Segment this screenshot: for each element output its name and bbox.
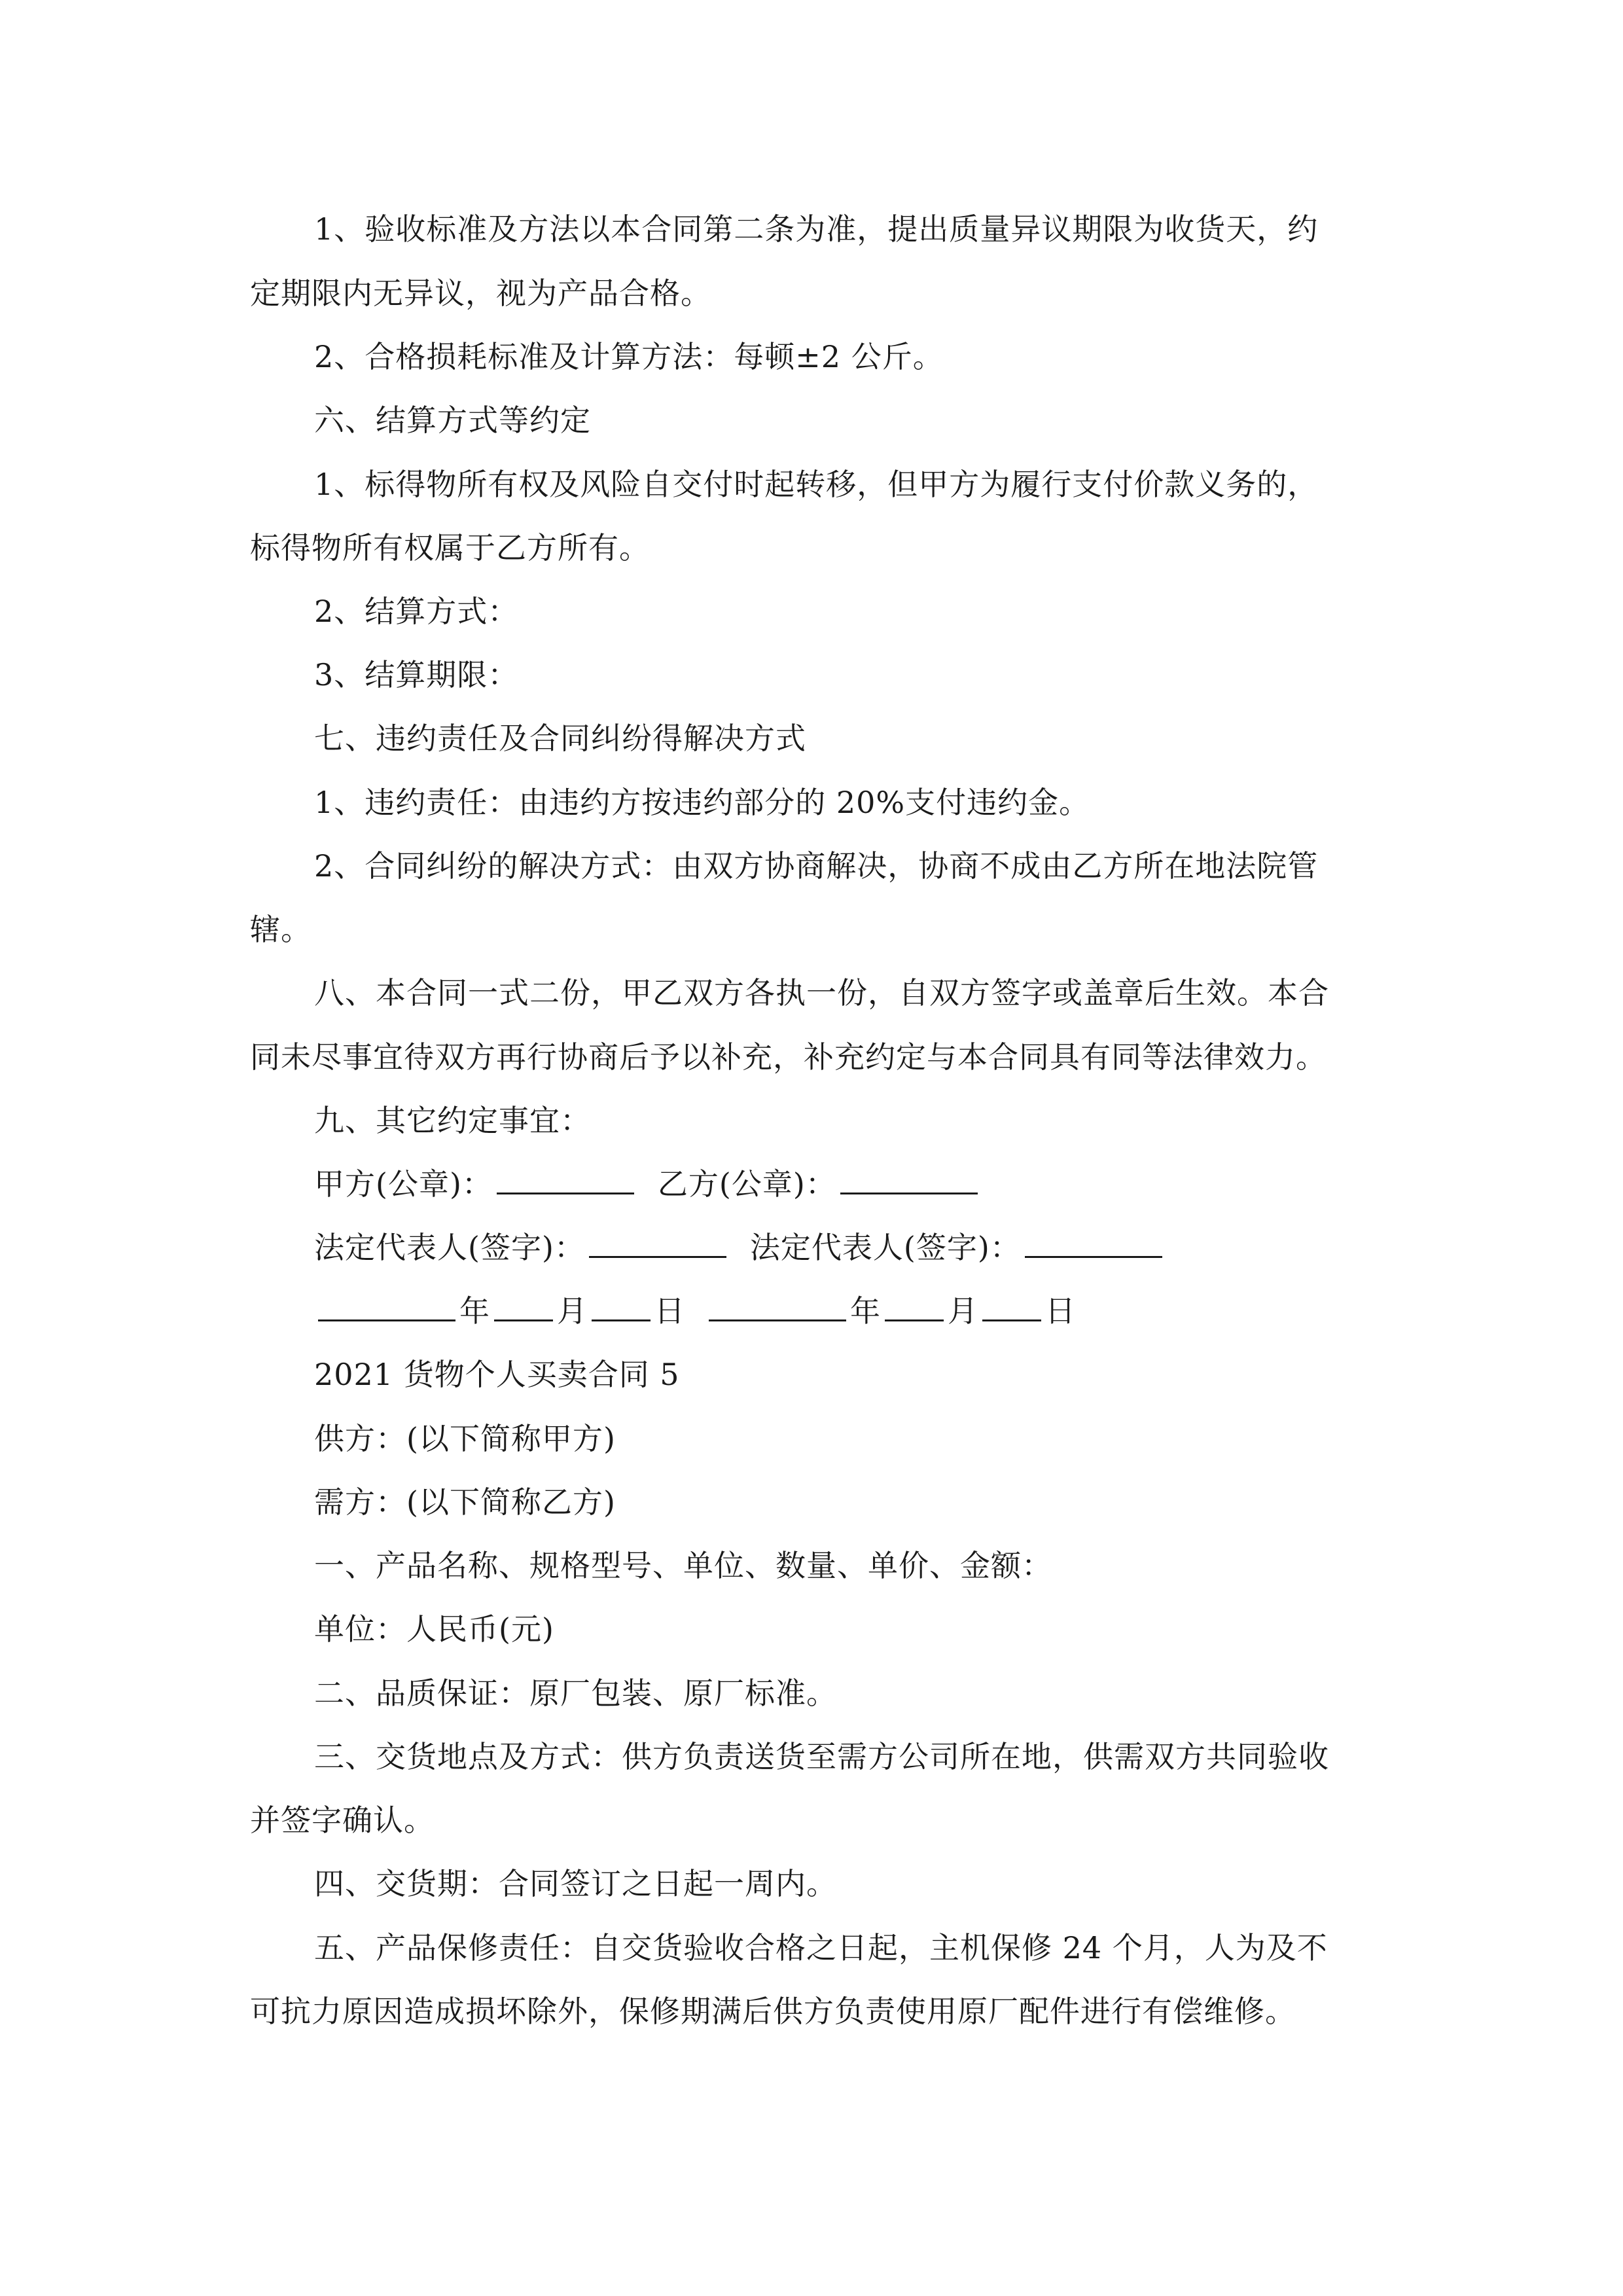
paragraph-line: 二、品质保证：原厂包装、原厂标准。 xyxy=(314,1676,837,1711)
paragraph-line: 2、合格损耗标准及计算方法：每顿±2 公斤。 xyxy=(314,339,944,374)
paragraph-line: 四、交货期：合同签订之日起一周内。 xyxy=(314,1866,837,1901)
seal-line xyxy=(314,1164,982,1204)
paragraph-line: 一、产品名称、规格型号、单位、数量、单价、金额： xyxy=(314,1548,1052,1583)
month-a-label: 月 xyxy=(557,1293,588,1329)
day-b-blank xyxy=(982,1293,1041,1321)
paragraph-line: 五、产品保修责任：自交货验收合格之日起，主机保修 24 个月，人为及不 xyxy=(314,1930,1328,1965)
paragraph-line: 2、结算方式： xyxy=(314,594,519,629)
party-b-seal-blank xyxy=(840,1166,978,1194)
year-b-label: 年 xyxy=(850,1293,881,1329)
paragraph-line: 1、标得物所有权及风险自交付时起转移，但甲方为履行支付价款义务的， xyxy=(314,467,1319,502)
rep-b-label: 法定代表人(签字)： xyxy=(749,1230,1021,1265)
paragraph-line: 标得物所有权属于乙方所有。 xyxy=(250,530,650,565)
day-b-label: 日 xyxy=(1045,1293,1076,1329)
paragraph-line: 需方：(以下简称乙方) xyxy=(314,1484,616,1520)
month-b-label: 月 xyxy=(948,1293,978,1329)
paragraph-line: 定期限内无异议，视为产品合格。 xyxy=(250,276,711,311)
paragraph-line: 可抗力原因造成损坏除外，保修期满后供方负责使用原厂配件进行有偿维修。 xyxy=(250,1994,1296,2029)
year-b-blank xyxy=(709,1293,846,1321)
rep-b-blank xyxy=(1025,1230,1162,1258)
date-line xyxy=(314,1291,1076,1331)
paragraph-line: 三、交货地点及方式：供方负责送货至需方公司所在地，供需双方共同验收 xyxy=(314,1739,1329,1774)
paragraph-line: 1、验收标准及方法以本合同第二条为准，提出质量异议期限为收货天，约 xyxy=(314,211,1319,247)
paragraph-line: 辖。 xyxy=(250,912,312,947)
representative-line xyxy=(314,1228,1166,1267)
day-a-blank xyxy=(592,1293,651,1321)
paragraph-line: 单位：人民币(元) xyxy=(314,1611,554,1647)
paragraph-line: 供方：(以下简称甲方) xyxy=(314,1421,616,1456)
paragraph-line: 并签字确认。 xyxy=(250,1803,435,1838)
rep-a-blank xyxy=(589,1230,726,1258)
section-heading: 七、违约责任及合同纠纷得解决方式 xyxy=(314,721,806,756)
section-heading: 九、其它约定事宜： xyxy=(314,1103,591,1138)
paragraph-line: 八、本合同一式二份，甲乙双方各执一份，自双方签字或盖章后生效。本合 xyxy=(314,975,1329,1011)
party-a-seal-blank xyxy=(497,1166,634,1194)
month-a-blank xyxy=(494,1293,553,1321)
contract-title: 2021 货物个人买卖合同 5 xyxy=(314,1357,680,1392)
paragraph-line: 1、违约责任：由违约方按违约部分的 20%支付违约金。 xyxy=(314,785,1090,820)
year-a-blank xyxy=(318,1293,455,1321)
paragraph-line: 同未尽事宜待双方再行协商后予以补充，补充约定与本合同具有同等法律效力。 xyxy=(250,1039,1327,1075)
month-b-blank xyxy=(885,1293,944,1321)
day-a-label: 日 xyxy=(654,1293,685,1329)
paragraph-line: 3、结算期限： xyxy=(314,657,519,692)
paragraph-line: 2、合同纠纷的解决方式：由双方协商解决，协商不成由乙方所在地法院管 xyxy=(314,848,1319,884)
party-a-seal-label: 甲方(公章)： xyxy=(314,1166,493,1202)
rep-a-label: 法定代表人(签字)： xyxy=(314,1230,585,1265)
year-a-label: 年 xyxy=(459,1293,490,1329)
party-b-seal-label: 乙方(公章)： xyxy=(657,1166,836,1202)
section-heading: 六、结算方式等约定 xyxy=(314,403,591,438)
